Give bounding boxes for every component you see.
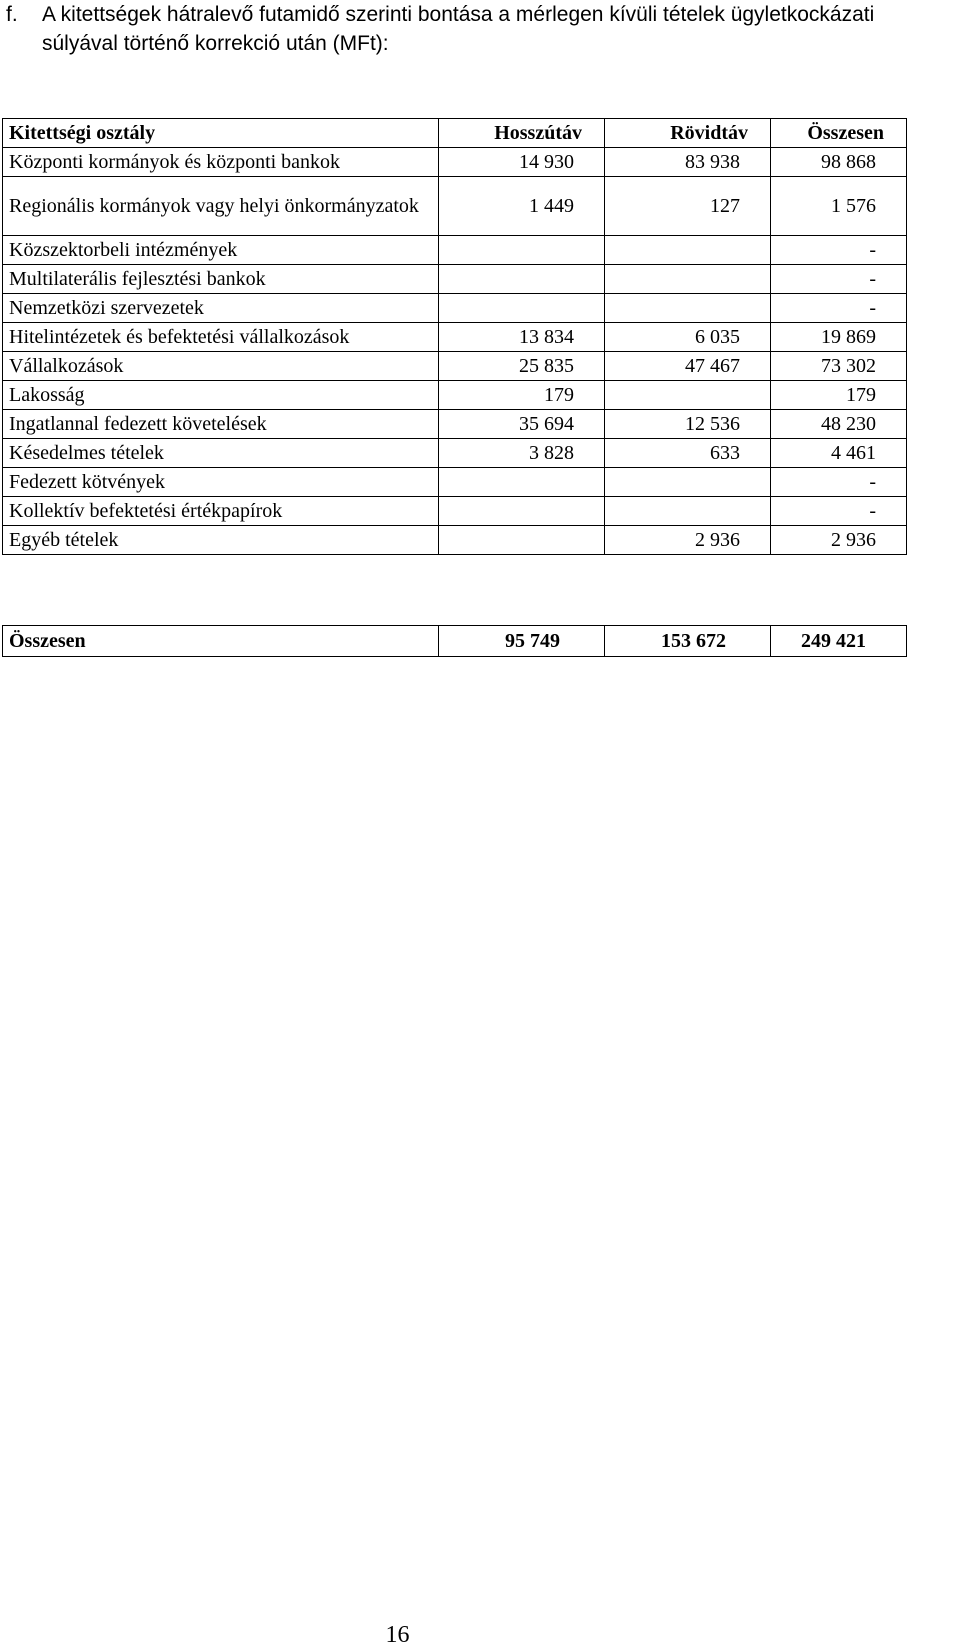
cell-short-term <box>605 381 771 410</box>
header-total: Összesen <box>771 119 907 148</box>
cell-long-term: 13 834 <box>439 323 605 352</box>
cell-short-term: 47 467 <box>605 352 771 381</box>
header-long-term: Hosszútáv <box>439 119 605 148</box>
cell-long-term <box>439 265 605 294</box>
cell-long-term <box>439 526 605 555</box>
total-label: Összesen <box>3 626 439 657</box>
table-row <box>3 352 907 381</box>
cell-total: 4 461 <box>771 439 907 468</box>
total-long-term: 95 749 <box>439 626 605 657</box>
table-row <box>3 410 907 439</box>
table-row <box>3 265 907 294</box>
table-row <box>3 148 907 177</box>
section-title: A kitettségek hátralevő futamidő szerinti bontása a mérlegen kívüli tételek ügyletkockázati súlyával történő korrekció után (MFt): <box>42 3 875 55</box>
total-short-term: 153 672 <box>605 626 771 657</box>
header-short-term: Rövidtáv <box>605 119 771 148</box>
row-label: Ingatlannal fedezett követelések <box>3 410 439 439</box>
cell-total: 2 936 <box>771 526 907 555</box>
row-label: Kollektív befektetési értékpapírok <box>3 497 439 526</box>
cell-short-term: 6 035 <box>605 323 771 352</box>
total-table <box>2 625 907 657</box>
row-label: Multilaterális fejlesztési bankok <box>3 265 439 294</box>
total-row <box>3 626 907 657</box>
cell-long-term: 25 835 <box>439 352 605 381</box>
section-heading <box>6 0 936 58</box>
cell-total: - <box>771 294 907 323</box>
page-number: 16 <box>385 1622 410 1648</box>
exposure-table <box>2 118 907 555</box>
section-marker: f. <box>6 3 18 26</box>
cell-long-term: 35 694 <box>439 410 605 439</box>
cell-long-term: 14 930 <box>439 148 605 177</box>
cell-short-term: 2 936 <box>605 526 771 555</box>
row-label: Központi kormányok és központi bankok <box>3 148 439 177</box>
cell-long-term <box>439 468 605 497</box>
cell-long-term: 179 <box>439 381 605 410</box>
table-row <box>3 294 907 323</box>
cell-total: 1 576 <box>771 177 907 236</box>
cell-long-term: 1 449 <box>439 177 605 236</box>
cell-total: 98 868 <box>771 148 907 177</box>
cell-total: 179 <box>771 381 907 410</box>
cell-long-term <box>439 236 605 265</box>
cell-long-term <box>439 497 605 526</box>
table-row <box>3 468 907 497</box>
cell-short-term <box>605 236 771 265</box>
row-label: Késedelmes tételek <box>3 439 439 468</box>
row-label: Vállalkozások <box>3 352 439 381</box>
table-row <box>3 497 907 526</box>
row-label: Egyéb tételek <box>3 526 439 555</box>
cell-short-term: 83 938 <box>605 148 771 177</box>
table-row <box>3 177 907 236</box>
table-row <box>3 323 907 352</box>
row-label: Regionális kormányok vagy helyi önkormányzatok <box>3 177 439 236</box>
cell-total: - <box>771 497 907 526</box>
cell-short-term <box>605 294 771 323</box>
cell-total: 19 869 <box>771 323 907 352</box>
table-row <box>3 439 907 468</box>
cell-short-term: 127 <box>605 177 771 236</box>
cell-total: 48 230 <box>771 410 907 439</box>
cell-total: - <box>771 265 907 294</box>
table-header-row <box>3 119 907 148</box>
row-label: Hitelintézetek és befektetési vállalkozások <box>3 323 439 352</box>
cell-short-term: 633 <box>605 439 771 468</box>
table-row <box>3 381 907 410</box>
row-label: Fedezett kötvények <box>3 468 439 497</box>
cell-total: - <box>771 468 907 497</box>
cell-short-term <box>605 265 771 294</box>
row-label: Lakosság <box>3 381 439 410</box>
cell-short-term <box>605 497 771 526</box>
total-total: 249 421 <box>771 626 907 657</box>
row-label: Nemzetközi szervezetek <box>3 294 439 323</box>
table-row <box>3 526 907 555</box>
cell-total: 73 302 <box>771 352 907 381</box>
header-exposure-class: Kitettségi osztály <box>3 119 439 148</box>
cell-long-term: 3 828 <box>439 439 605 468</box>
table-row <box>3 236 907 265</box>
cell-short-term: 12 536 <box>605 410 771 439</box>
row-label: Közszektorbeli intézmények <box>3 236 439 265</box>
cell-short-term <box>605 468 771 497</box>
cell-total: - <box>771 236 907 265</box>
cell-long-term <box>439 294 605 323</box>
